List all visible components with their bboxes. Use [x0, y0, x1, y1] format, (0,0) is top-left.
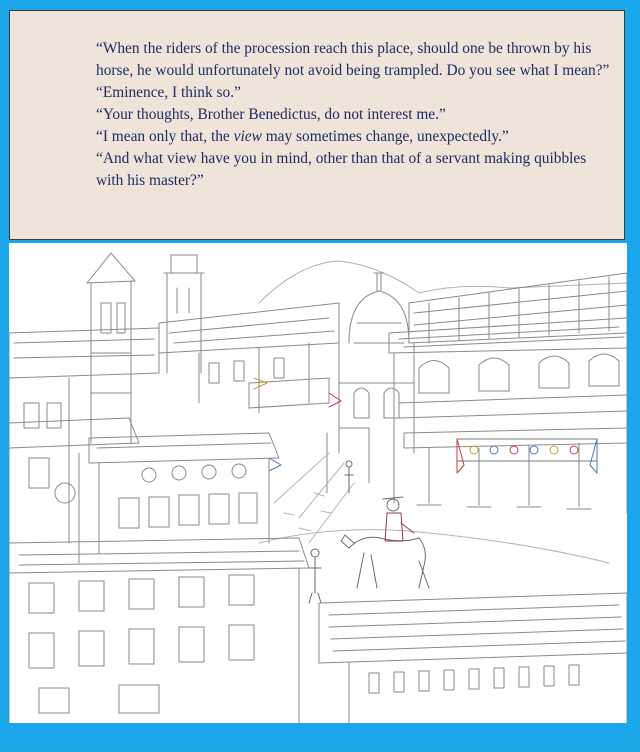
- caption-paragraph-4-before: “I mean only that, the: [96, 128, 234, 145]
- town-square-illustration: [9, 243, 627, 723]
- second-tower: [164, 255, 204, 373]
- caption-paragraph-4-after: may sometimes change, unexpectedly.”: [261, 128, 509, 145]
- left-round-window-building: [89, 433, 279, 553]
- rider-on-horse: [341, 497, 429, 588]
- flag-1: [254, 378, 267, 389]
- town-sketch: [9, 243, 627, 723]
- caption-paragraph-4: [24, 126, 616, 148]
- caption-box: [9, 10, 625, 240]
- caption-paragraph-4-italic: view: [233, 128, 262, 145]
- front-right-house: [319, 593, 627, 723]
- middle-roofs: [159, 303, 339, 413]
- cathedral-dome: [327, 273, 414, 493]
- caption-paragraph-1: “When the riders of the procession reach this place, should one be thrown by his horse, he would unfortunately not avoid being trampled. Do you see what I mean?”: [96, 40, 610, 79]
- front-left-house: [9, 538, 309, 723]
- caption-paragraph-3: “Your thoughts, Brother Benedictus, do not interest me.”: [96, 106, 446, 123]
- caption-text: [24, 38, 616, 192]
- caption-paragraph-2: “Eminence, I think so.”: [96, 84, 241, 101]
- pedestrians: [309, 461, 353, 603]
- caption-paragraph-5: “And what view have you in mind, other than that of a servant making quibbles with his master?”: [96, 150, 587, 189]
- flag-3: [269, 458, 281, 471]
- cobbled-street: [259, 453, 609, 563]
- right-palace: [389, 318, 627, 513]
- left-bell-tower: [87, 253, 135, 443]
